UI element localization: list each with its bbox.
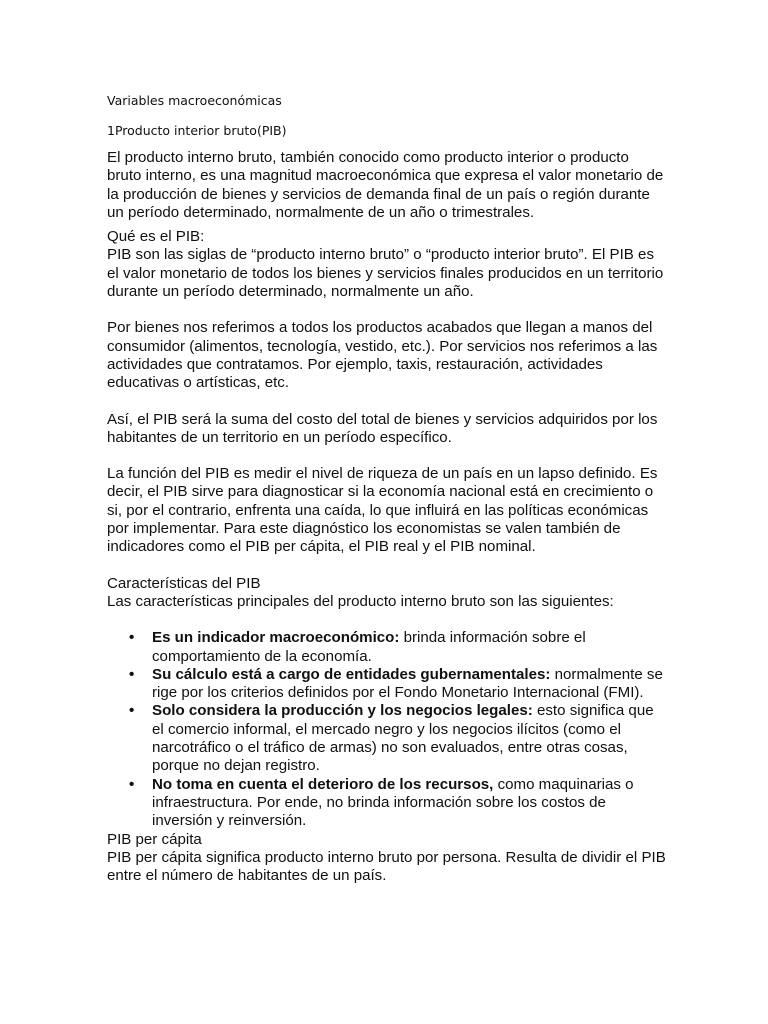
list-item-lead: Su cálculo está a cargo de entidades gubernamentales: <box>152 665 551 683</box>
goods-services-paragraph: Por bienes nos referimos a todos los productos acabados que llegan a manos del consumidor (alimentos, tecnología, vestido, etc.). Por servicios nos referimos a las actividades que contratamos. Por ejemplo, taxis, restauración, actividades educativas o artísticas, etc. <box>107 319 658 392</box>
list-item-lead: Solo considera la producción y los negocios legales: <box>152 702 533 720</box>
bullet-icon: • <box>129 665 135 683</box>
document-body <box>107 149 667 885</box>
list-item-text: como maquinarias o infraestructura. Por ende, no brinda información sobre los costos de inversión y reinversión. <box>152 775 634 830</box>
list-item <box>107 629 667 666</box>
what-is-paragraph: PIB son las siglas de “producto interno bruto” o “producto interior bruto”. El PIB es el valor monetario de todos los bienes y servicios finales producidos en un territorio durante un período determinado, normalmente un año. <box>107 246 664 301</box>
section-title: 1Producto interior bruto(PIB) <box>107 123 287 138</box>
document-title: Variables macroeconómicas <box>107 93 282 108</box>
function-paragraph: La función del PIB es medir el nivel de riqueza de un país en un lapso definido. Es decir, el PIB sirve para diagnosticar si la economía nacional está en crecimiento o si, por el contrario, enfrenta una caída, lo que influirá en las políticas económicas por implementar. Para este diagnóstico los economistas se valen también de indicadores como el PIB per cápita, el PIB real y el PIB nominal. <box>107 465 658 556</box>
list-item <box>107 702 667 775</box>
per-capita-paragraph: PIB per cápita significa producto interno bruto por persona. Resulta de dividir el PIB entre el número de habitantes de un país. <box>107 848 666 885</box>
list-item-text: normalmente se rige por los criterios definidos por el Fondo Monetario Internacional (FMI). <box>152 665 663 702</box>
bullet-icon: • <box>129 702 135 720</box>
what-is-heading: Qué es el PIB: <box>107 228 205 246</box>
list-item-lead: No toma en cuenta el deterioro de los recursos, <box>152 775 494 793</box>
characteristics-intro: Las características principales del producto interno bruto son las siguientes: <box>107 592 614 610</box>
sum-paragraph: Así, el PIB será la suma del costo del total de bienes y servicios adquiridos por los habitantes de un territorio en un período específico. <box>107 410 658 446</box>
per-capita-heading: PIB per cápita <box>107 830 202 848</box>
bullet-icon: • <box>129 629 135 647</box>
characteristics-heading: Características del PIB <box>107 574 261 592</box>
list-item <box>107 776 667 831</box>
list-item-text: brinda información sobre el comportamiento de la economía. <box>152 629 586 665</box>
list-item-lead: Es un indicador macroeconómico: <box>152 629 400 647</box>
list-item-text: esto significa que el comercio informal, el mercado negro y los negocios ilícitos (como el narcotráfico o el tráfico de armas) no son evaluados, entre otras cosas, porque no dejan registro. <box>152 702 654 775</box>
intro-paragraph: El producto interno bruto, también conocido como producto interior o producto bruto interno, es una magnitud macroeconómica que expresa el valor monetario de la producción de bienes y servicios de demanda final de un país o región durante un período determinado, normalmente de un año o trimestrales. <box>107 149 664 221</box>
list-item <box>107 666 667 703</box>
bullet-icon: • <box>129 775 135 793</box>
characteristics-list <box>107 629 667 830</box>
